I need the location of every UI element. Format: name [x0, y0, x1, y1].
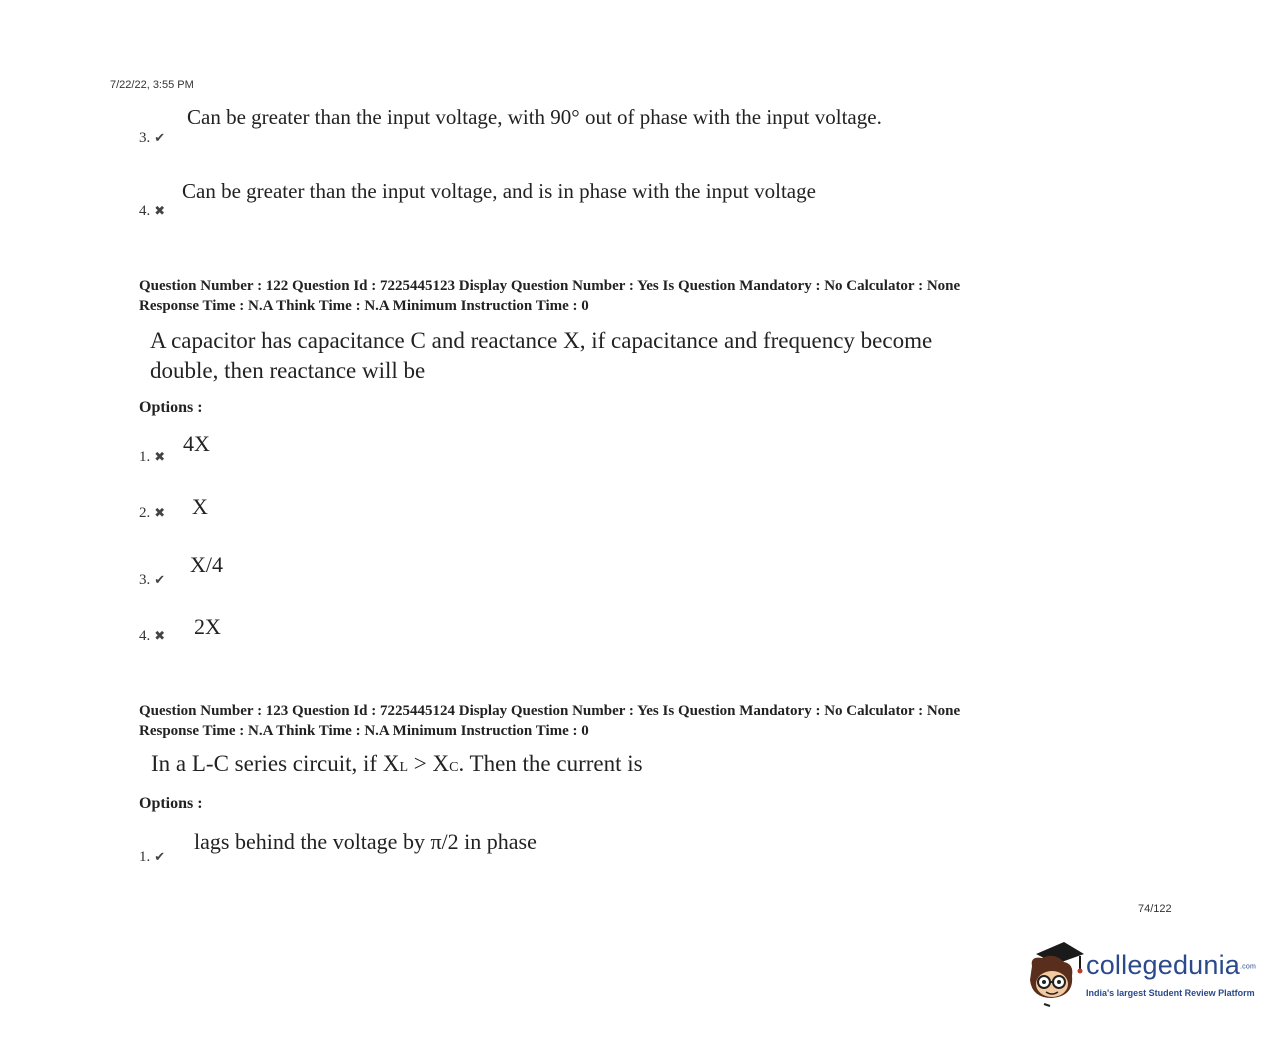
- q122-options-label: Options :: [139, 399, 203, 416]
- q123-option-1-number: 1. ✔: [139, 849, 166, 865]
- q123-meta: Question Number : 123 Question Id : 7225445124 Display Question Number : Yes Is Question Mandatory : No Calculator : None Response Time : N.A Think Time : N.A Minimum Instruction Time : 0: [139, 703, 961, 739]
- mascot-icon: [1024, 938, 1086, 1008]
- q122-option-3-text: X/4: [190, 552, 223, 577]
- logo-tagline: India's largest Student Review Platform: [1086, 988, 1255, 998]
- correct-check-icon: ✔: [154, 849, 166, 864]
- wrong-cross-icon: ✖: [154, 505, 166, 520]
- q122-option-2-text: X: [192, 494, 208, 519]
- wrong-cross-icon: ✖: [154, 628, 166, 643]
- correct-check-icon: ✔: [154, 130, 166, 145]
- page-number: 74/122: [1138, 903, 1172, 915]
- q122-meta: Question Number : 122 Question Id : 7225445123 Display Question Number : Yes Is Question Mandatory : No Calculator : None Response Time : N.A Think Time : N.A Minimum Instruction Time : 0: [139, 278, 961, 314]
- q122-option-1-number: 1. ✖: [139, 449, 166, 465]
- option-4-number: 4. ✖: [139, 203, 166, 219]
- option-4-text: Can be greater than the input voltage, and is in phase with the input voltage: [182, 179, 816, 203]
- option-3-text: Can be greater than the input voltage, with 90° out of phase with the input voltage.: [187, 105, 882, 129]
- wrong-cross-icon: ✖: [154, 449, 166, 464]
- q123-option-1-text: lags behind the voltage by π/2 in phase: [194, 829, 537, 854]
- q122-option-3-number: 3. ✔: [139, 572, 166, 588]
- q123-question-text: In a L-C series circuit, if XL > XC. Then the current is: [151, 751, 643, 776]
- wrong-cross-icon: ✖: [154, 203, 166, 218]
- collegedunia-logo: [1024, 938, 1256, 1010]
- q122-question-text: A capacitor has capacitance C and reactance X, if capacitance and frequency become double, then reactance will be: [150, 328, 933, 383]
- correct-check-icon: ✔: [154, 572, 166, 587]
- q122-option-2-number: 2. ✖: [139, 505, 166, 521]
- logo-wordmark: collegedunia.com: [1086, 950, 1257, 980]
- q122-option-1-text: 4X: [183, 431, 210, 456]
- q122-option-4-number: 4. ✖: [139, 628, 166, 644]
- print-timestamp: 7/22/22, 3:55 PM: [110, 79, 194, 91]
- option-3-number: 3. ✔: [139, 130, 166, 146]
- q123-options-label: Options :: [139, 795, 203, 812]
- q122-option-4-text: 2X: [194, 614, 221, 639]
